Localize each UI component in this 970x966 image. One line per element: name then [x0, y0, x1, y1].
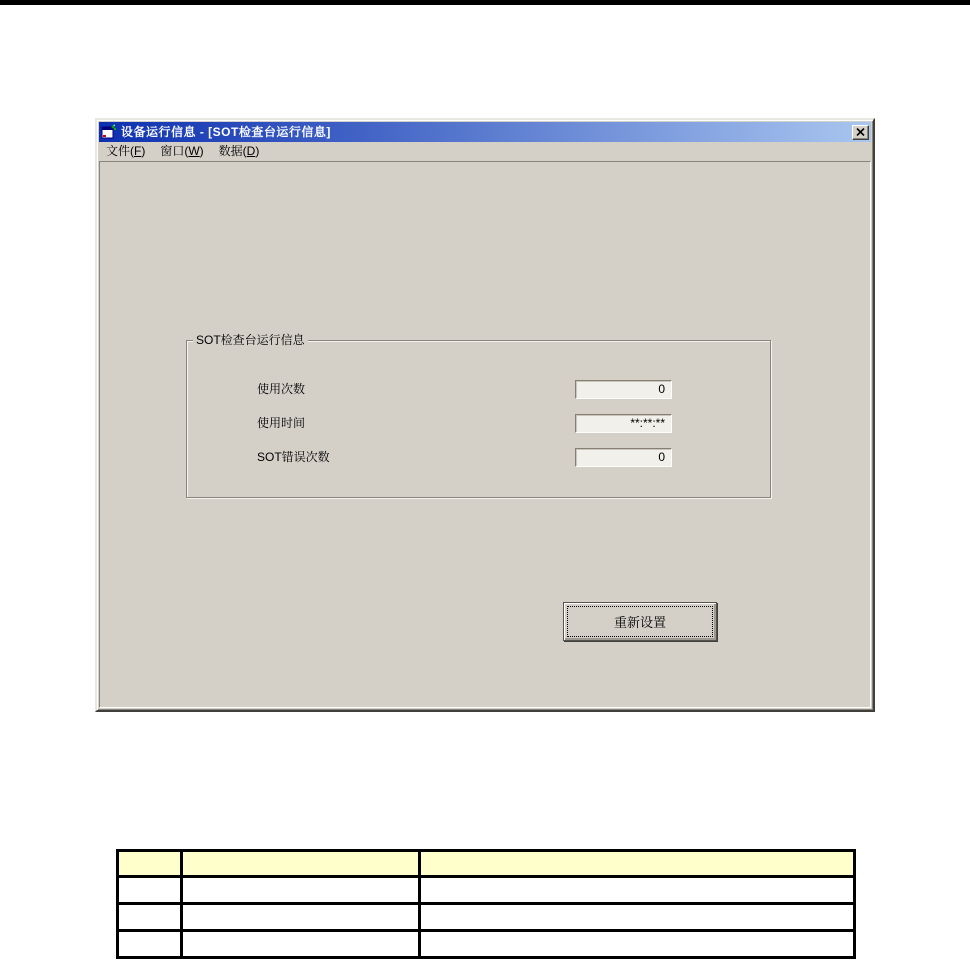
- menu-item-data[interactable]: [219, 143, 260, 160]
- table-cell: [420, 931, 855, 958]
- menu-accelerator: F: [134, 144, 142, 158]
- table-header-cell: [118, 851, 182, 877]
- app-window: [95, 118, 875, 712]
- field-label-usage-count: 使用次数: [257, 382, 306, 396]
- field-usage-count[interactable]: 0: [575, 380, 672, 399]
- table-cell: [118, 931, 182, 958]
- close-icon: [856, 128, 865, 136]
- menu-item-label: ): [255, 144, 260, 158]
- app-icon: [101, 124, 117, 140]
- table-cell: [118, 877, 182, 904]
- table-cell: [182, 877, 420, 904]
- table-cell: [118, 904, 182, 931]
- field-label-sot-error-count: SOT错误次数: [257, 450, 330, 464]
- groupbox-title: SOT检查台运行信息: [193, 333, 308, 347]
- menu-item-label: 窗口(: [160, 144, 189, 158]
- reset-button[interactable]: 重新设置: [563, 602, 717, 641]
- close-button[interactable]: [852, 125, 869, 140]
- table-row: [118, 904, 855, 931]
- table-cell: [182, 904, 420, 931]
- table-header-cell: [420, 851, 855, 877]
- table-cell: [420, 877, 855, 904]
- page-top-rule: [0, 0, 970, 5]
- table-cell: [182, 931, 420, 958]
- menu-bar: [99, 143, 871, 160]
- table-header-cell: [182, 851, 420, 877]
- doc-table: [116, 849, 856, 959]
- title-bar[interactable]: [99, 122, 871, 142]
- menu-item-file[interactable]: [106, 143, 145, 160]
- table-cell: [420, 904, 855, 931]
- client-area: [99, 161, 871, 708]
- menu-item-label: 文件(: [106, 144, 134, 158]
- table-header-row: [118, 851, 855, 877]
- field-label-usage-time: 使用时间: [257, 416, 306, 430]
- menu-item-window[interactable]: [160, 143, 203, 160]
- menu-item-label: ): [141, 144, 146, 158]
- table-row: [118, 877, 855, 904]
- field-sot-error-count[interactable]: 0: [575, 448, 672, 467]
- table-row: [118, 931, 855, 958]
- groupbox-sot-run-info: [186, 333, 771, 498]
- menu-item-label: ): [199, 144, 204, 158]
- field-usage-time[interactable]: **:**:**: [575, 414, 672, 433]
- menu-accelerator: D: [246, 144, 256, 158]
- window-title: 设备运行信息 - [SOT检查台运行信息]: [121, 125, 331, 139]
- menu-accelerator: W: [188, 144, 200, 158]
- menu-item-label: 数据(: [218, 144, 247, 158]
